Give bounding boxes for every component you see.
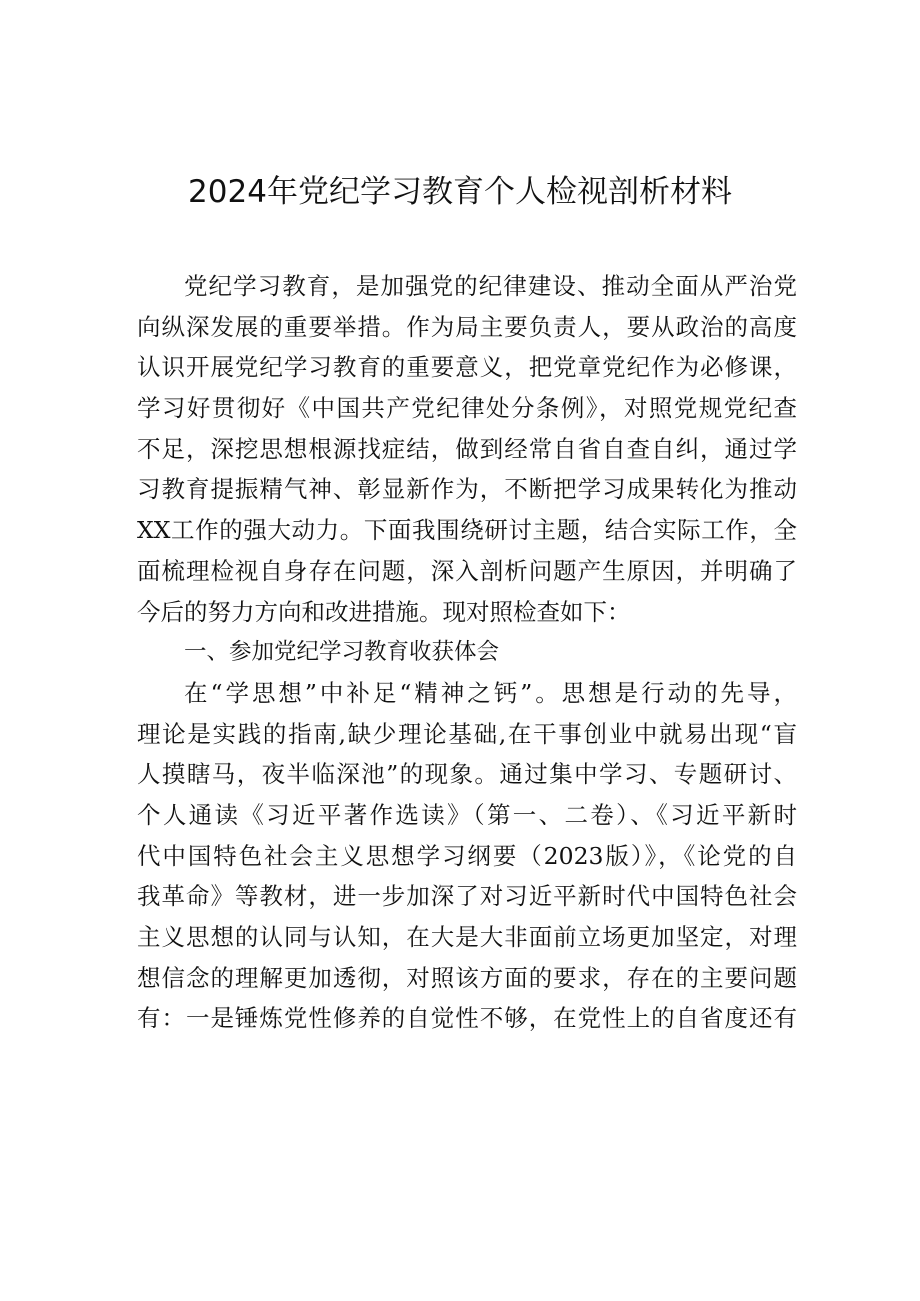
body-line: 我革命》等教材，进一步加深了对习近平新时代中国特色社会 [137,882,797,911]
body-line: XX工作的强大动力。下面我围绕研讨主题，结合实际工作，全 [137,516,797,545]
body-line: 党纪学习教育，是加强党的纪律建设、推动全面从严治党 [184,272,797,300]
body-line: 理论是实践的指南,缺少理论基础,在干事创业中就易出现“盲 [137,719,797,748]
body-line: 有：一是锤炼党性修养的自觉性不够，在党性上的自省度还有 [137,1004,797,1033]
body-line: 个人通读《习近平著作选读》（第一、二卷）、《习近平新时 [137,800,797,829]
body-line: 想信念的理解更加透彻，对照该方面的要求，存在的主要问题 [137,963,797,992]
document-body [137,266,797,1039]
body-line: 向纵深发展的重要举措。作为局主要负责人，要从政治的高度 [137,312,797,341]
body-line: 代中国特色社会主义思想学习纲要（2023版）》，《论党的自 [137,841,797,870]
body-line: 认识开展党纪学习教育的重要意义，把党章党纪作为必修课， [137,353,797,382]
body-line: 在“学思想”中补足“精神之钙”。思想是行动的先导， [184,678,797,707]
body-line: 主义思想的认同与认知，在大是大非面前立场更加坚定，对理 [137,923,797,951]
body-line: 今后的努力方向和改进措施。现对照检查如下： [137,597,631,626]
section-heading: 一、参加党纪学习教育收获体会 [184,639,500,666]
body-line: 面梳理检视自身存在问题，深入剖析问题产生原因，并明确了 [137,556,797,585]
body-line: 不足，深挖思想根源找症结，做到经常自省自查自纠，通过学 [137,434,797,463]
body-line: 学习好贯彻好《中国共产党纪律处分条例》，对照党规党纪查 [137,394,797,423]
body-line: 习教育提振精气神、彰显新作为，不断把学习成果转化为推动 [137,475,797,504]
document-title: 2024年党纪学习教育个人检视剖析材料 [188,174,732,210]
body-line: 人摸瞎马，夜半临深池”的现象。通过集中学习、专题研讨、 [137,760,797,789]
